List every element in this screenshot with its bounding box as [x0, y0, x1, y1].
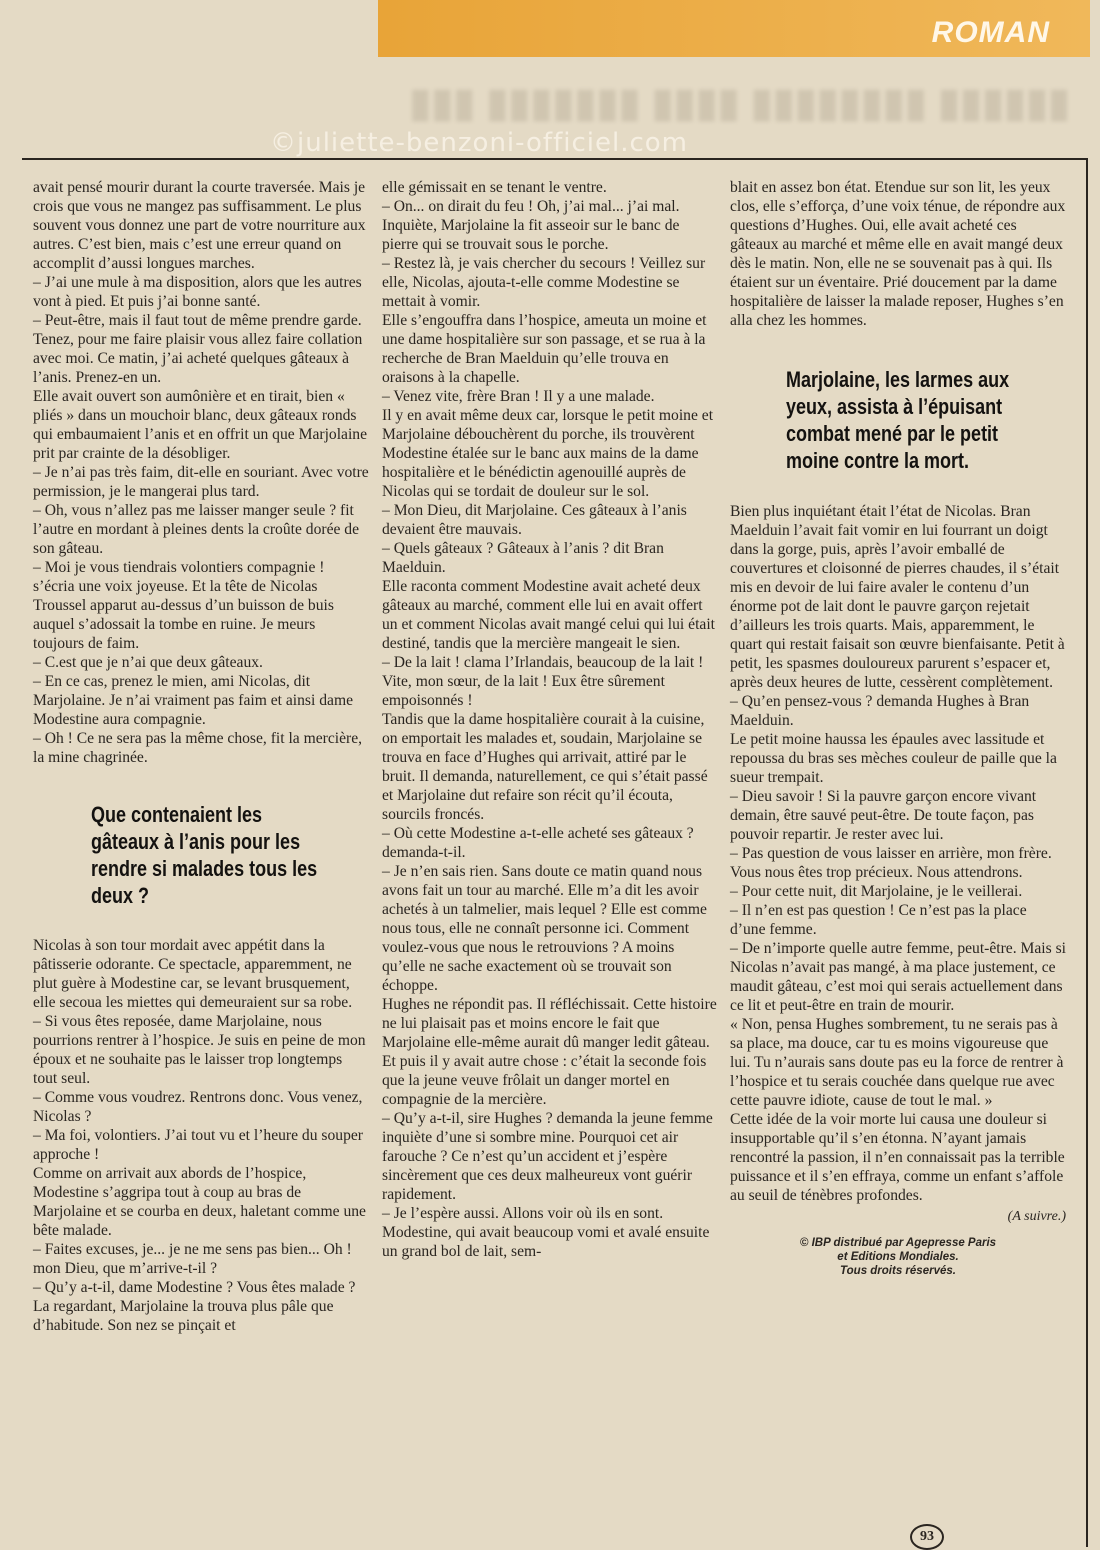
- paragraph: – Mon Dieu, dit Marjolaine. Ces gâteaux à l’anis devaient être mauvais.: [382, 502, 687, 538]
- paragraph: Nicolas à son tour mordait avec appétit dans la pâtisserie odorante. Ce spectacle, apparemment, ne plut guère à Modestine car, se levant brusquement, elle secoua les miettes qui demeuraient sur sa robe.: [33, 937, 353, 1011]
- paragraph: – En ce cas, prenez le mien, ami Nicolas, dit Marjolaine. Je n’ai vraiment pas faim et ainsi dame Modestine aura compagnie.: [33, 673, 353, 728]
- to-be-continued: (A suivre.): [1007, 1209, 1066, 1224]
- paragraph: – De n’importe quelle autre femme, peut-être. Mais si Nicolas n’avait pas mangé, à ma place justement, ce maudit gâteau, c’est moi qui serais actuellement dans ce lit et peut-être en train de mourir.: [730, 940, 1067, 1014]
- paragraph: « Non, pensa Hughes sombrement, tu ne serais pas à sa place, ma douce, car tu es moins vigoureuse que lui. Tu n’aurais sans doute pas eu la force de rentrer à l’hospice et tu serais couchée dans quelque rue avec cette pauvre idiote, cause de tout le mal. »: [730, 1016, 1064, 1109]
- paragraph: Tandis que la dame hospitalière courait à la cuisine, on emportait les malades et, soudain, Marjolaine se trouva en face d’Hughes qui arrivait, attiré par le bruit. Il demanda, naturellement, ce qui s’était passé et Marjolaine dut refaire son récit qu’il écouta, sourcils froncés.: [382, 711, 708, 823]
- paragraph: – Venez vite, frère Bran ! Il y a une malade.: [382, 388, 655, 405]
- paragraph: – Je n’en sais rien. Sans doute ce matin quand nous avons fait un tour au marché. Elle m’a dit les avoir achetés à un talmelier, mais lequel ? Elle est comme nous tous, elle ne connaît personne ici. Comment voulez-vous que nous le retrouvions ? A moins qu’elle ne sache exactement où se trouvait son échoppe.: [382, 863, 707, 994]
- paragraph: blait en assez bon état. Etendue sur son lit, les yeux clos, elle s’efforça, d’une voix ténue, de répondre aux questions d’Hughes. Oui, elle avait acheté ces gâteaux au marché et même elle en avait mangé deux dès le matin. Non, elle ne se souvenait pas à qui. Ils étaient sur un éventaire. Prié doucement par la dame hospitalière de laisser la malade reposer, Hughes s’en alla chez les hommes.: [730, 179, 1066, 329]
- paragraph: elle gémissait en se tenant le ventre.: [382, 179, 607, 196]
- paragraph: – Pour cette nuit, dit Marjolaine, je le veillerai.: [730, 883, 1023, 900]
- paragraph: – Si vous êtes reposée, dame Marjolaine, nous pourrions rentrer à l’hospice. Je suis en peine de mon époux et ne souhaite pas le laisser trop longtemps tout seul.: [33, 1013, 366, 1087]
- paragraph: – Moi je vous tiendrais volontiers compagnie ! s’écria une voix joyeuse. Et la tête de Nicolas Troussel apparut au-dessus d’un buisson de buis auquel s’adossait la tombe en ruine. Je meurs toujours de faim.: [33, 559, 334, 652]
- section-banner: [378, 0, 1090, 57]
- paragraph: Elle avait ouvert son aumônière et en tirait, bien « pliés » dans un mouchoir blanc, deux gâteaux ronds qui embaumaient l’anis et en offrit un que Marjolaine prit par crainte de la désobliger.: [33, 388, 368, 462]
- paragraph: – Où cette Modestine a-t-elle acheté ses gâteaux ? demanda-t-il.: [382, 825, 694, 861]
- paragraph: – Dieu savoir ! Si la pauvre garçon encore vivant demain, être sauvé peut-être. De toute façon, pas pouvoir repartir. Je rester avec lui.: [730, 788, 1037, 843]
- paragraph: Le petit moine haussa les épaules avec lassitude et repoussa du bras ses mèches couleur de paille que la sueur trempait.: [730, 731, 1057, 786]
- pull-quote-heading: Que contenaient les gâteaux à l’anis pour les rendre si malades tous les deux ?: [91, 802, 318, 908]
- watermark: ©juliette-benzoni-officiel.com: [270, 128, 688, 158]
- credit-line: © IBP distribué par Agepresse Paris: [799, 1237, 997, 1249]
- paragraph: – Faites excuses, je... je ne me sens pas bien... Oh ! mon Dieu, que m’arrive-t-il ?: [33, 1241, 352, 1277]
- paragraph: – Ma foi, volontiers. J’ai tout vu et l’heure du souper approche !: [33, 1127, 363, 1163]
- paragraph: – Qu’y a-t-il, sire Hughes ? demanda la jeune femme inquiète d’une si sombre mine. Pourquoi cet air farouche ? Ce n’est qu’un accident et j’espère sincèrement que ces deux malheureux vont guérir rapidement.: [382, 1110, 713, 1203]
- bleed-through-shadow: ▮▮▮▮▮▮ ▮▮▮▮▮▮▮▮ ▮▮▮▮ ▮▮▮▮▮▮▮ ▮▮▮: [409, 81, 1070, 125]
- paragraph: Comme on arrivait aux abords de l’hospice, Modestine s’aggripa tout à coup au bras de Marjolaine et se courba en deux, haletant comme une bête malade.: [33, 1165, 366, 1239]
- credit-line: Tous droits réservés.: [840, 1265, 956, 1277]
- paragraph: Cette idée de la voir morte lui causa une douleur si insupportable qu’il s’en étonna. N’ayant jamais rencontré la passion, il n’en connaissait pas la terrible puissance et il s’en effraya, comme un enfant s’affole au seuil de ténèbres profondes.: [730, 1111, 1065, 1204]
- column-2: [382, 178, 718, 1261]
- paragraph: – J’ai une mule à ma disposition, alors que les autres vont à pied. Et puis j’ai bonne santé.: [33, 274, 362, 310]
- paragraph: – Restez là, je vais chercher du secours ! Veillez sur elle, Nicolas, ajouta-t-elle comme Modestine se mettait à vomir.: [382, 255, 706, 310]
- paragraph: La regardant, Marjolaine la trouva plus pâle que d’habitude. Son nez se pinçait et: [33, 1298, 334, 1334]
- paragraph: Elle raconta comment Modestine avait acheté deux gâteaux au marché, comment elle lui en avait offert un et comment Nicolas avait mangé celui qui lui était destiné, tandis que la mercière mangeait le sien.: [382, 578, 715, 652]
- section-label: ROMAN: [931, 16, 1050, 49]
- paragraph: – Peut-être, mais il faut tout de même prendre garde. Tenez, pour me faire plaisir vous allez faire collation avec moi. Ce matin, j’ai acheté quelques gâteaux à l’anis. Prenez-en un.: [33, 312, 363, 386]
- page-number: 93: [910, 1524, 944, 1550]
- paragraph: – Il n’en est pas question ! Ce n’est pas la place d’une femme.: [730, 902, 1027, 938]
- paragraph: – C.est que je n’ai que deux gâteaux.: [33, 654, 263, 671]
- paragraph: – Je n’ai pas très faim, dit-elle en souriant. Avec votre permission, je le mangerai plus tard.: [33, 464, 369, 500]
- paragraph: – Qu’en pensez-vous ? demanda Hughes à Bran Maelduin.: [730, 693, 1030, 729]
- paragraph: – De la lait ! clama l’Irlandais, beaucoup de la lait ! Vite, mon sœur, de la lait ! Eux être sûrement empoisonnés !: [382, 654, 704, 709]
- paragraph: avait pensé mourir durant la courte traversée. Mais je crois que vous ne mangez pas suffisamment. Le plus souvent vous donnez une part de votre nourriture aux autres. C’est bien, mais c’est une erreur quand on accomplit d’aussi longues marches.: [33, 179, 366, 272]
- paragraph: – Oh ! Ce ne sera pas la même chose, fit la mercière, la mine chagrinée.: [33, 730, 363, 766]
- paragraph: – Pas question de vous laisser en arrière, mon frère. Vous nous êtes trop précieux. Nous attendrons.: [730, 845, 1052, 881]
- paragraph: – Quels gâteaux ? Gâteaux à l’anis ? dit Bran Maelduin.: [382, 540, 664, 576]
- credit-line: et Editions Mondiales.: [837, 1251, 959, 1263]
- paragraph: Il y en avait même deux car, lorsque le petit moine et Marjolaine débouchèrent du porche, ils trouvèrent Modestine étalée sur le banc aux mains de la dame hospitalière et le bénédictin agenouillé auprès de Nicolas qui se tordait de douleur sur le sol.: [382, 407, 714, 500]
- paragraph: – Qu’y a-t-il, dame Modestine ? Vous êtes malade ?: [33, 1279, 356, 1296]
- paragraph: – Je l’espère aussi. Allons voir où ils en sont.: [382, 1205, 664, 1222]
- paragraph: Bien plus inquiétant était l’état de Nicolas. Bran Maelduin l’avait fait vomir en lui fourrant un doigt dans la gorge, puis, après l’avoir emballé de couvertures et cloisonné de pierres chaudes, il s’était mis en devoir de lui faire avaler le contenu d’un énorme pot de lait dont le pauvre garçon rejetait d’ailleurs les trois quarts. Mais, apparemment, le quart qui restait faisait son œuvre bienfaisante. Petit à petit, les spasmes douloureux parurent s’espacer et, après deux heures de lutte, cessèrent complètement.: [730, 503, 1065, 691]
- pull-quote-heading: Marjolaine, les larmes aux yeux, assista à l’épuisant combat mené par le petit moine contre la mort.: [786, 367, 1010, 473]
- copyright-credits: [730, 1236, 1066, 1278]
- column-3: [730, 178, 1066, 1278]
- paragraph: Hughes ne répondit pas. Il réfléchissait. Cette histoire ne lui plaisait pas et moins encore le fait que Marjolaine elle-même aurait dû manger ledit gâteau. Et puis il y avait autre chose : c’était la seconde fois que la jeune veuve frôlait un danger mortel en compagnie de la mercière.: [382, 996, 717, 1108]
- paragraph: – Comme vous voudrez. Rentrons donc. Vous venez, Nicolas ?: [33, 1089, 363, 1125]
- paragraph: – On... on dirait du feu ! Oh, j’ai mal... j’ai mal.: [382, 198, 680, 215]
- paragraph: Inquiète, Marjolaine la fit asseoir sur le banc de pierre qui se trouvait sous le porche.: [382, 217, 680, 253]
- paragraph: Modestine, qui avait beaucoup vomi et avalé ensuite un grand bol de lait, sem-: [382, 1224, 710, 1260]
- paragraph: – Oh, vous n’allez pas me laisser manger seule ? fit l’autre en mordant à pleines dents la croûte dorée de son gâteau.: [33, 502, 360, 557]
- paragraph: Elle s’engouffra dans l’hospice, ameuta un moine et une dame hospitalière sur son passage, et se rua à la recherche de Bran Maelduin qu’elle trouva en oraisons à la chapelle.: [382, 312, 707, 386]
- column-1: [33, 178, 369, 1335]
